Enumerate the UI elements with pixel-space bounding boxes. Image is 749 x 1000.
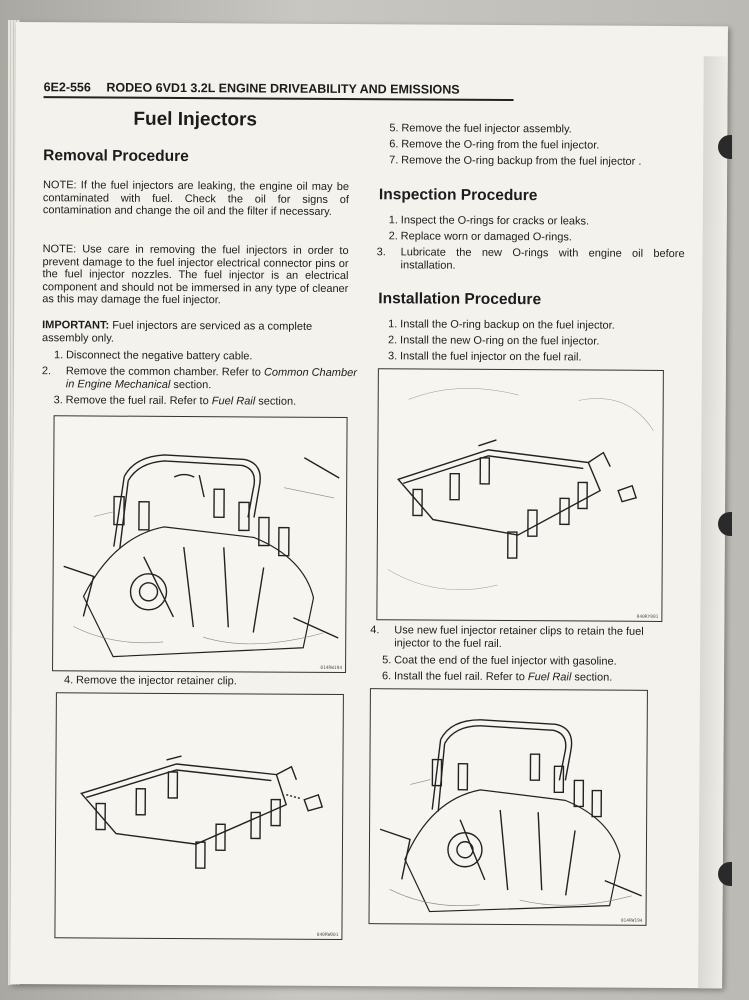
important-note bbox=[42, 319, 348, 346]
installation-step-4: 4. Use new fuel injector retainer clips to retain the fuel injector to the fuel rail. bbox=[370, 624, 644, 650]
figure-injectors-on-engine bbox=[52, 415, 348, 673]
important-label: IMPORTANT: bbox=[42, 319, 110, 332]
page-header-title: RODEO 6VD1 3.2L ENGINE DRIVEABILITY AND EMISSIONS bbox=[106, 80, 460, 97]
removal-step-4: 4. Remove the injector retainer clip. bbox=[63, 674, 237, 688]
injector-rail-illustration bbox=[377, 369, 663, 621]
page-header bbox=[44, 80, 514, 97]
removal-step-1: 1. Disconnect the negative battery cable. bbox=[53, 349, 253, 363]
header-rule bbox=[44, 96, 514, 101]
inspection-step-3: 3. Lubricate the new O-rings with engine oil before installation. bbox=[376, 246, 685, 272]
installation-step-1: 1. Install the O-ring backup on the fuel injector. bbox=[388, 318, 615, 332]
figure-fuel-rail-installed bbox=[368, 688, 647, 926]
removal-step-7: 7. Remove the O-ring backup from the fuel injector . bbox=[389, 154, 642, 168]
installation-step-3: 3. Install the fuel injector on the fuel rail. bbox=[387, 350, 582, 364]
removal-step-2: 2. Remove the common chamber. Refer to Common Chamber in Engine Mechanical section. bbox=[41, 365, 357, 391]
figure-id: 040RW001 bbox=[316, 932, 339, 938]
figure-id: 014RW194 bbox=[320, 665, 343, 672]
removal-step-5: 5. Remove the fuel injector assembly. bbox=[389, 122, 572, 136]
figure-id: 014RW194 bbox=[620, 918, 643, 924]
important-text: Fuel injectors are serviced as a complete assembly only. bbox=[42, 319, 313, 345]
installation-step-2: 2. Install the new O-ring on the fuel injector. bbox=[388, 334, 600, 348]
figure-fuel-rail-retainer-clip bbox=[54, 692, 343, 940]
installation-step-5: 5. Coat the end of the fuel injector with gasoline. bbox=[382, 654, 617, 668]
fuel-rail-ref: Fuel Rail bbox=[527, 671, 572, 684]
manual-page bbox=[10, 22, 728, 988]
note-oil-contamination: NOTE: If the fuel injectors are leaking, the engine oil may be contaminated with fuel. Check the oil for signs of contamination and change the oil and the filter if necessary. bbox=[42, 179, 350, 219]
section-title: Fuel Injectors bbox=[133, 108, 258, 131]
installation-heading: Installation Procedure bbox=[378, 290, 542, 309]
removal-heading: Removal Procedure bbox=[43, 147, 189, 166]
figure-injectors-on-rail bbox=[376, 368, 664, 622]
page-number: 6E2-556 bbox=[43, 80, 91, 95]
inspection-step-2: 2. Replace worn or damaged O-rings. bbox=[388, 230, 572, 244]
common-chamber-ref: Common Chamber in Engine Mechanical bbox=[65, 366, 357, 391]
note-handling-care: NOTE: Use care in removing the fuel injectors in order to prevent damage to the fuel injector electrical connector pins or the fuel injector nozzles. The fuel injector is an electrical component and should not be immersed in any type of cleaner as this may damage the fuel injector. bbox=[42, 243, 349, 307]
removal-step-6: 6. Remove the O-ring from the fuel injector. bbox=[389, 138, 600, 152]
inspection-heading: Inspection Procedure bbox=[378, 186, 538, 205]
installed-engine-illustration bbox=[370, 689, 647, 925]
fuel-rail-illustration bbox=[55, 693, 342, 939]
inspection-step-1: 1. Inspect the O-rings for cracks or leaks. bbox=[388, 214, 590, 228]
removal-step-3: 3. Remove the fuel rail. Refer to Fuel Rail section. bbox=[53, 394, 297, 408]
installation-step-6: 6. Install the fuel rail. Refer to Fuel Rail section. bbox=[381, 670, 613, 684]
figure-id: 040RY001 bbox=[636, 614, 659, 620]
engine-injector-illustration bbox=[53, 416, 347, 672]
fuel-rail-ref: Fuel Rail bbox=[211, 395, 256, 408]
